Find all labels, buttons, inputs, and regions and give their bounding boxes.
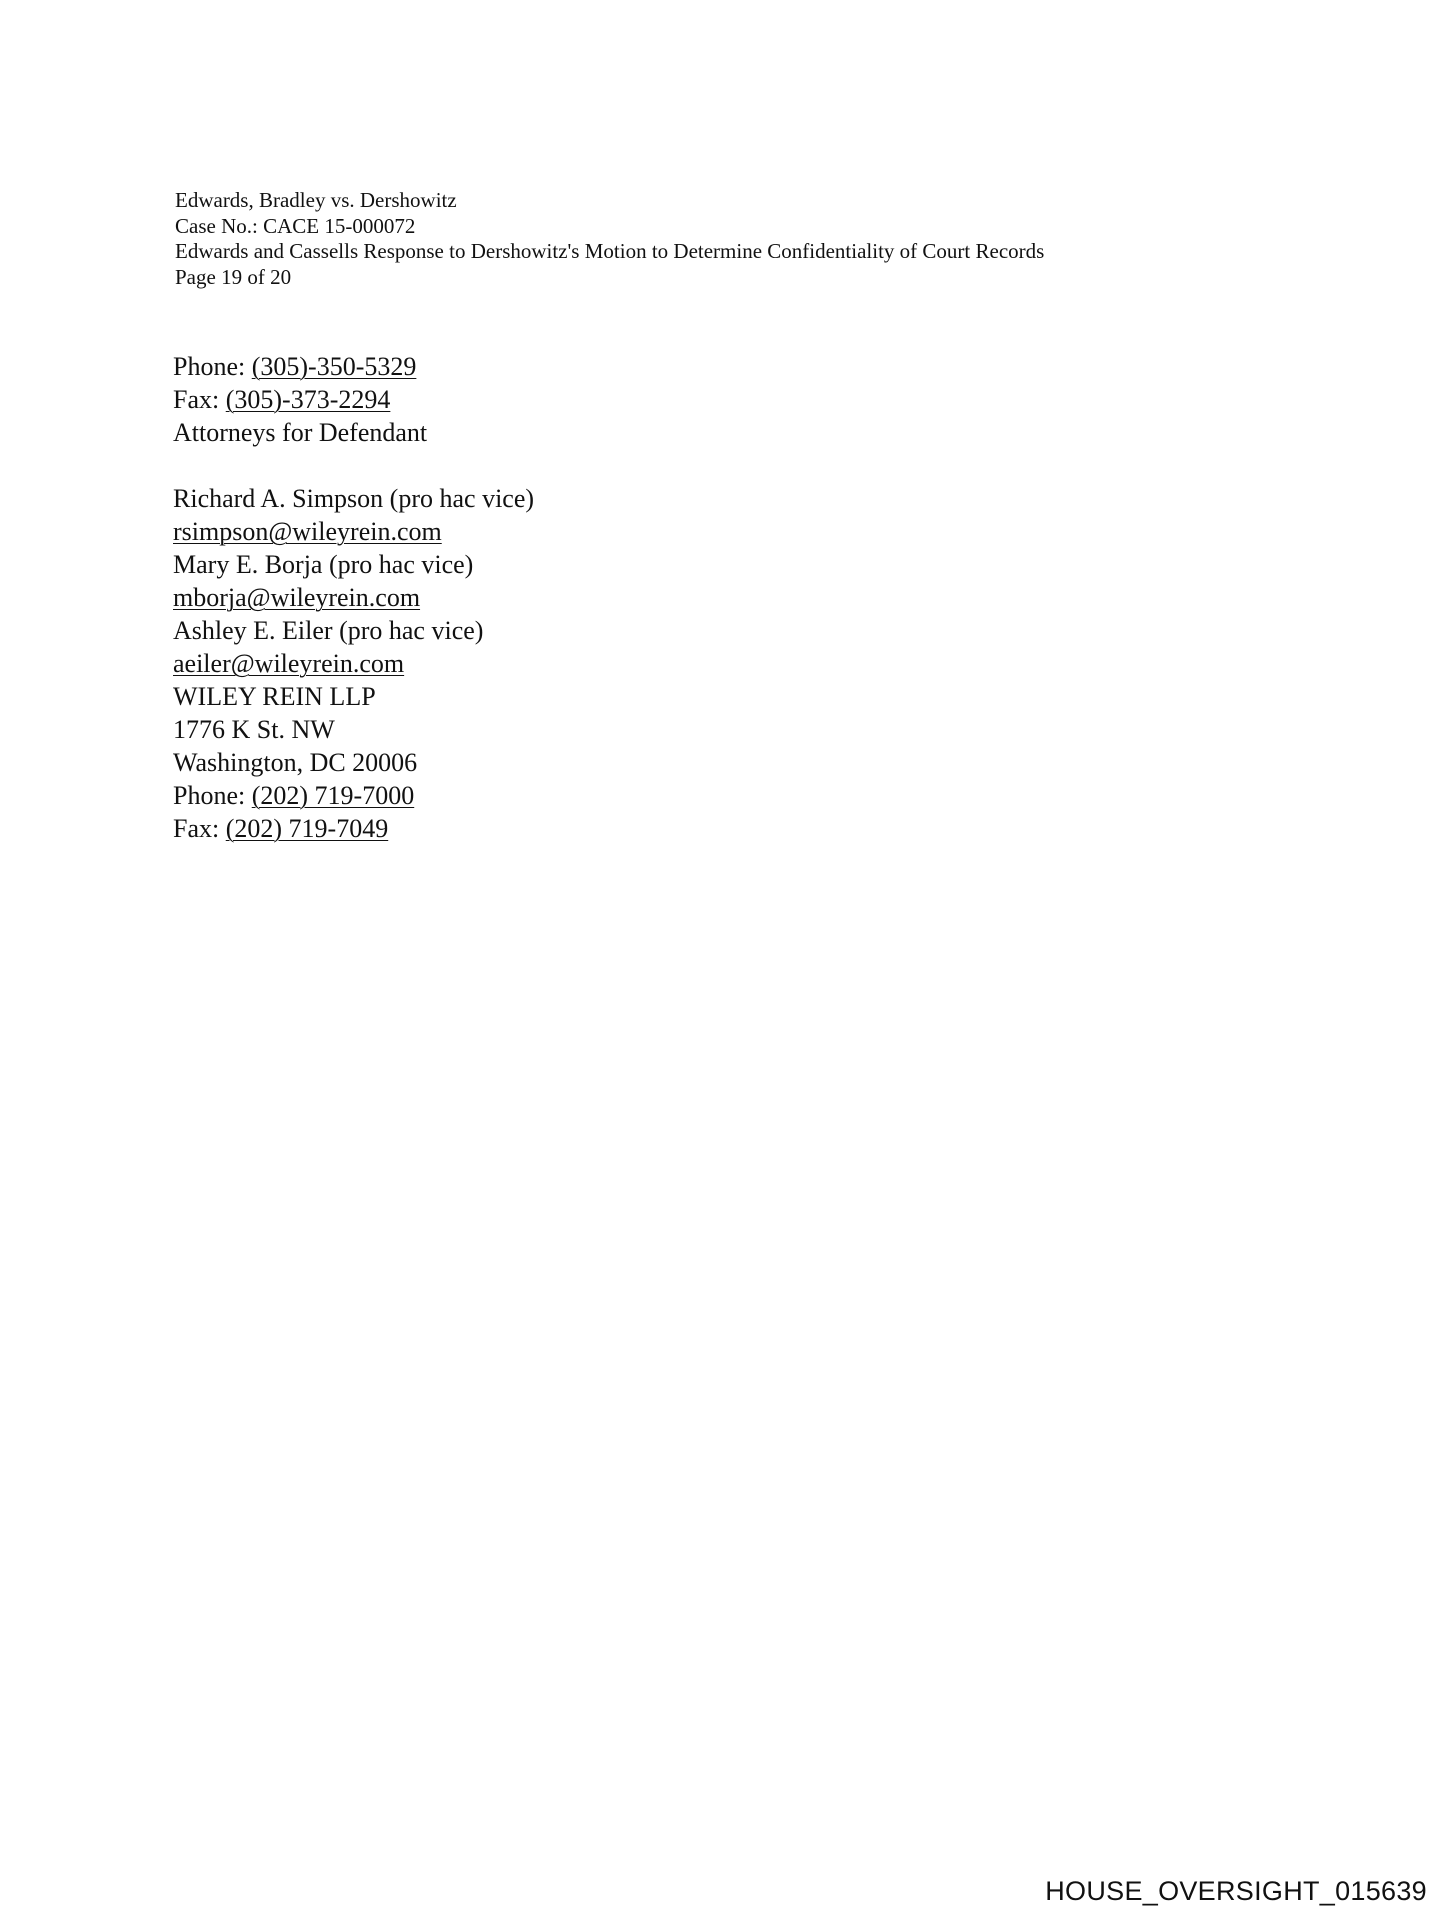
attorney-role: Attorneys for Defendant (173, 418, 428, 447)
fax-line (173, 383, 427, 416)
document-header (175, 188, 1044, 290)
counsel-block-defendant (173, 350, 427, 449)
attorney-name: Richard A. Simpson (pro hac vice) (173, 484, 535, 513)
attorney-email (173, 581, 534, 614)
attorney-name: Ashley E. Eiler (pro hac vice) (173, 616, 484, 645)
phone-line (173, 779, 534, 812)
page-label: Page 19 of 20 (175, 264, 292, 289)
fax-label: Fax: (173, 385, 226, 414)
fax-line (173, 812, 534, 845)
attorney-name: Mary E. Borja (pro hac vice) (173, 550, 474, 579)
phone-label: Phone: (173, 352, 252, 381)
phone-link[interactable]: (202) 719-7000 (251, 781, 415, 810)
address-line-2: Washington, DC 20006 (173, 748, 418, 777)
firm-name: WILEY REIN LLP (173, 682, 376, 711)
phone-link[interactable]: (305)-350-5329 (251, 352, 417, 381)
email-link[interactable]: mborja@wileyrein.com (173, 583, 421, 612)
fax-link[interactable]: (202) 719-7049 (225, 814, 389, 843)
email-link[interactable]: aeiler@wileyrein.com (173, 649, 405, 678)
email-link[interactable]: rsimpson@wileyrein.com (173, 517, 442, 546)
attorney-email (173, 647, 534, 680)
case-title: Edwards, Bradley vs. Dershowitz (175, 188, 457, 212)
bates-stamp: HOUSE_OVERSIGHT_015639 (1045, 1876, 1427, 1906)
fax-link[interactable]: (305)-373-2294 (225, 385, 391, 414)
case-number: Case No.: CACE 15-000072 (175, 213, 416, 238)
attorney-email (173, 515, 534, 548)
phone-line (173, 350, 427, 383)
phone-label: Phone: (173, 781, 252, 810)
fax-label: Fax: (173, 814, 226, 843)
counsel-block-wiley-rein (173, 482, 534, 845)
document-title: Edwards and Cassells Response to Dershowitz's Motion to Determine Confidentiality of Court Records (175, 239, 1045, 263)
address-line-1: 1776 K St. NW (173, 715, 335, 744)
